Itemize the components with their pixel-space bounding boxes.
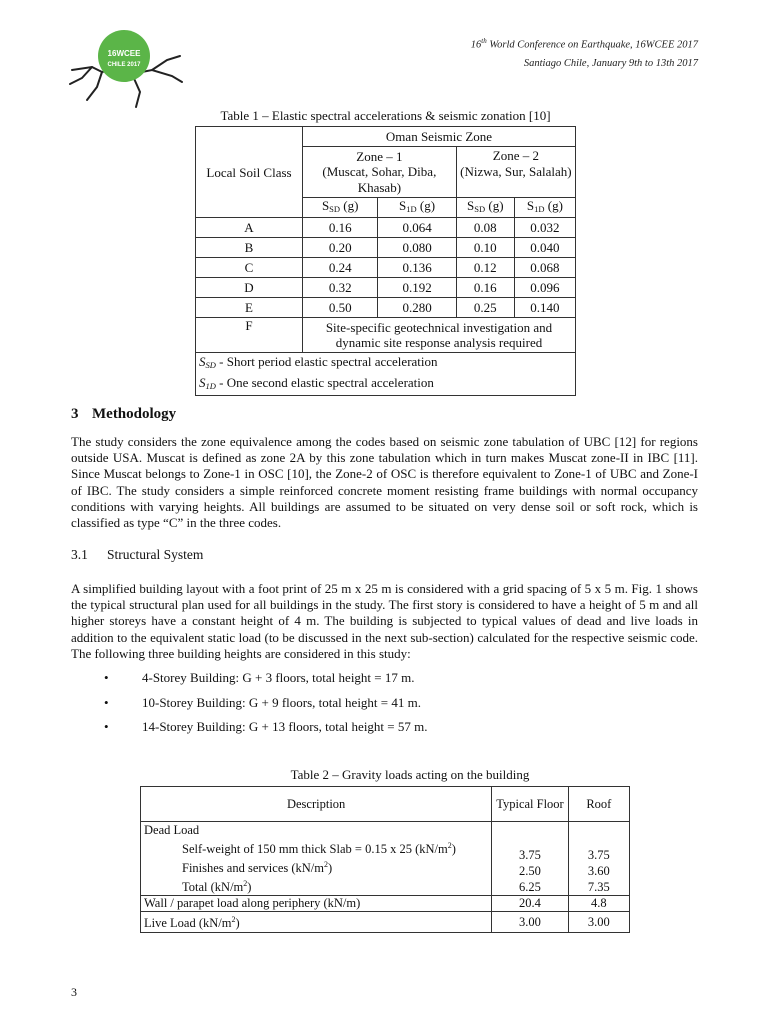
logo-text-2: CHILE 2017	[107, 62, 141, 68]
cell: 0.140	[514, 298, 575, 318]
cell: 0.064	[378, 218, 456, 238]
table-row	[196, 238, 576, 258]
table-notes	[196, 353, 576, 396]
cell: 0.10	[456, 238, 514, 258]
notes-cell: $S_{SD}$ - Short period elastic spectral acceleration $S_{1D}$ - One second elastic spectral acceleration	[196, 353, 576, 396]
paragraph-structural-system: A simplified building layout with a foot print of 25 m x 25 m is considered with a grid spacing of 5 x 5 m. Fig. 1 shows the typical structural plan used for all buildings in the study. The first story is considered to have a height of 5 m and all higher storeys have a constant height of 4 m. The building is subjected to typical values of dead and live loads in addition to the equivalent static load (to be discussed in the next sub-section) calculated for the respective seismic code. The following three building heights are considered in this study:	[71, 581, 698, 661]
cell: 0.16	[456, 278, 514, 298]
table-row	[196, 298, 576, 318]
table2-caption: Table 2 – Gravity loads acting on the building	[290, 767, 530, 782]
cell: 4.8	[568, 896, 629, 912]
cell-site-specific: Site-specific geotechnical investigation and dynamic site response analysis required	[303, 318, 576, 353]
cell: 3.00	[568, 912, 629, 932]
logo-text-1: 16WCEE	[107, 49, 141, 58]
header-zone2: Zone – 2 (Nizwa, Sur, Salalah)	[456, 147, 575, 198]
cell: 0.24	[303, 258, 378, 278]
cell-dead-load-roof: 3.75 3.60 7.35	[568, 822, 629, 896]
list-item: • 4-Storey Building: G + 3 floors, total height = 17 m.	[104, 670, 415, 685]
cell: 0.080	[378, 238, 456, 258]
header-local-soil-class: Local Soil Class	[196, 127, 303, 218]
cell: 0.25	[456, 298, 514, 318]
cell-dead-load-typical: 3.75 2.50 6.25	[492, 822, 568, 896]
col-zone1-sds: $S_{SD}$ (g)	[303, 198, 378, 218]
cell: A	[196, 218, 303, 238]
cell: 20.4	[492, 896, 568, 912]
cell: F	[196, 318, 303, 353]
header-typical-floor: Typical Floor	[492, 787, 568, 822]
table-row	[141, 896, 630, 912]
col-zone2-s1d: $S_{1D}$ (g)	[514, 198, 575, 218]
table-row	[141, 912, 630, 932]
header-roof: Roof	[568, 787, 629, 822]
header-zone1: Zone – 1 (Muscat, Sohar, Diba, Khasab)	[303, 147, 457, 198]
conference-logo	[62, 12, 186, 112]
header-description: Description	[141, 787, 492, 822]
cell: 0.096	[514, 278, 575, 298]
cell: 0.12	[456, 258, 514, 278]
table-row	[141, 822, 630, 896]
col-zone1-s1d: $S_{1D}$ (g)	[378, 198, 456, 218]
list-item: • 10-Storey Building: G + 9 floors, total height = 41 m.	[104, 695, 421, 710]
cell: 0.08	[456, 218, 514, 238]
cell: 3.00	[492, 912, 568, 932]
cell: 0.192	[378, 278, 456, 298]
col-zone2-sds: $S_{SD}$ (g)	[456, 198, 514, 218]
cell-dead-load-desc: Dead Load Self-weight of 150 mm thick Slab = 0.15 x 25 $(kN/m^2)$ Finishes and services $(kN/m^2)$ Total $(kN/m^2)$	[141, 822, 492, 896]
cell: 0.136	[378, 258, 456, 278]
cell: 0.032	[514, 218, 575, 238]
paragraph-methodology: The study considers the zone equivalence among the codes based on seismic zone tabulation of UBC [12] for regions outside USA. Muscat is defined as zone 2A by this zone tabulation which in turn makes Muscat zone-II in IBC [11]. Since Muscat belongs to Zone-1 in OSC [10], the Zone-2 of OSC is therefore equivalent to Zone-1 of UBC and Zone-I of IBC. The study considers a simple reinforced concrete moment resisting frame buildings with normal occupancy conditions with varying heights. All buildings are assumed to be situated on very dense soil or soft rock, which is classified as type “C” in the three codes.	[71, 434, 698, 531]
table-row	[196, 278, 576, 298]
running-header-conference: 16th World Conference on Earthquake, 16WCEE 2017	[470, 37, 698, 51]
cell: 0.50	[303, 298, 378, 318]
cell: 0.16	[303, 218, 378, 238]
list-item: • 14-Storey Building: G + 13 floors, total height = 57 m.	[104, 719, 428, 734]
page-number: 3	[71, 985, 77, 999]
cell: Wall / parapet load along periphery (kN/m)	[141, 896, 492, 912]
header-oman-seismic-zone: Oman Seismic Zone	[303, 127, 576, 147]
cell: 0.068	[514, 258, 575, 278]
cell: 0.040	[514, 238, 575, 258]
section-heading-methodology: 3 Methodology	[71, 406, 177, 422]
cell: 0.20	[303, 238, 378, 258]
cell-live-load: Live Load $(kN/m^2)$	[141, 912, 492, 932]
cell: B	[196, 238, 303, 258]
running-header-location: Santiago Chile, January 9th to 13th 2017	[523, 58, 698, 69]
table1-caption: Table 1 – Elastic spectral accelerations & seismic zonation [10]	[220, 108, 551, 123]
table-row	[196, 258, 576, 278]
cell: C	[196, 258, 303, 278]
table1-seismic-zonation	[195, 126, 576, 396]
cell: E	[196, 298, 303, 318]
cell: 0.280	[378, 298, 456, 318]
cell: 0.32	[303, 278, 378, 298]
subsection-heading-structural-system: 3.1 Structural System	[71, 547, 204, 562]
table2-gravity-loads	[140, 786, 630, 933]
table-row	[196, 218, 576, 238]
cell: D	[196, 278, 303, 298]
table-row	[196, 318, 576, 353]
